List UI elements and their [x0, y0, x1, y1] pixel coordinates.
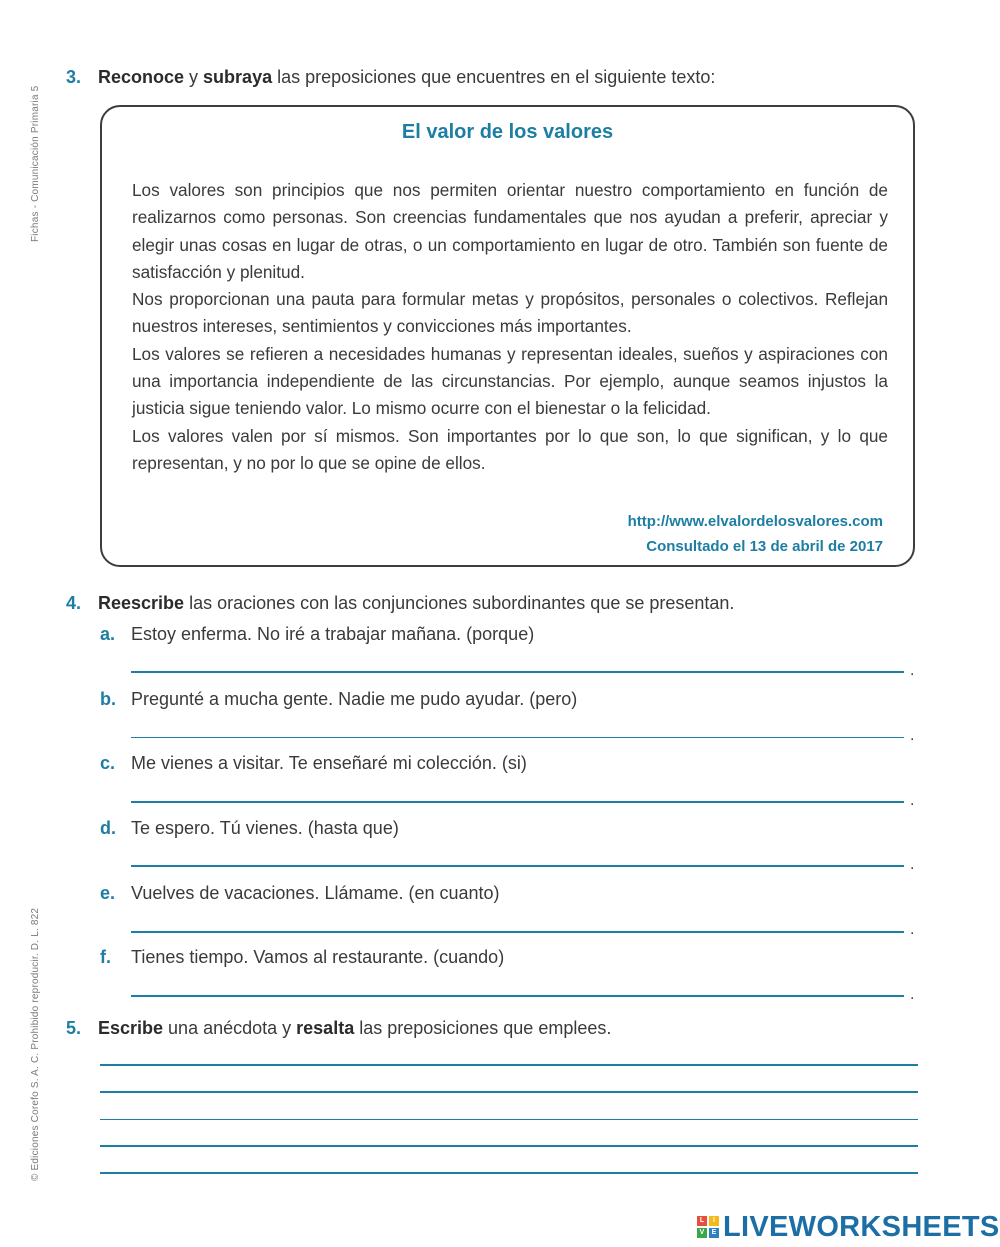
question-3-keyword-subraya: subraya: [203, 67, 273, 87]
reading-source: [628, 509, 883, 559]
question-5-number: 5.: [66, 1018, 82, 1038]
answer-line-d[interactable]: [131, 865, 904, 867]
question-4-instruction: [66, 592, 734, 614]
question-4-number: 4.: [66, 593, 82, 613]
writing-line-2[interactable]: [100, 1091, 918, 1093]
side-note-series: Fichas - Comunicación Primaria 5: [30, 85, 41, 242]
item-text: Estoy enferma. No iré a trabajar mañana. (porque): [131, 624, 535, 644]
answer-line-f[interactable]: [131, 995, 904, 997]
liveworksheets-logo-icon: [697, 1216, 719, 1238]
question-3-connector: y: [184, 67, 204, 87]
logo-block-v: V: [697, 1228, 707, 1238]
liveworksheets-logo: [697, 1210, 1000, 1244]
exercise-item-d: [100, 817, 399, 839]
writing-line-1[interactable]: [100, 1064, 918, 1066]
item-letter: f.: [100, 947, 111, 967]
exercise-item-a: [100, 623, 534, 645]
question-4-keyword-reescribe: Reescribe: [98, 593, 185, 613]
question-3-keyword-reconoce: Reconoce: [98, 67, 185, 87]
writing-line-3[interactable]: [100, 1119, 918, 1120]
question-3-number: 3.: [66, 67, 82, 87]
writing-line-4[interactable]: [100, 1145, 918, 1147]
line-end-period: .: [910, 856, 915, 873]
item-letter: e.: [100, 883, 116, 903]
line-end-period: .: [910, 727, 915, 744]
question-5-keyword-resalta: resalta: [296, 1018, 355, 1038]
exercise-item-f: [100, 946, 504, 968]
side-note-copyright: © Ediciones Corefo S. A. C. Prohibido reproducir. D. L. 822: [30, 907, 41, 1181]
line-end-period: .: [910, 792, 915, 809]
exercise-item-e: [100, 882, 500, 904]
question-5-keyword-escribe: Escribe: [98, 1018, 164, 1038]
line-end-period: .: [910, 986, 915, 1003]
item-text: Me vienes a visitar. Te enseñaré mi colección. (si): [131, 753, 527, 773]
reading-textbox: [100, 105, 915, 567]
source-date: Consultado el 13 de abril de 2017: [646, 538, 883, 555]
question-3-instruction: [66, 66, 715, 88]
exercise-item-c: [100, 752, 527, 774]
item-letter: c.: [100, 753, 116, 773]
logo-block-e: E: [709, 1228, 719, 1238]
logo-block-l: L: [697, 1216, 707, 1226]
answer-line-a[interactable]: [131, 671, 904, 673]
line-end-period: .: [910, 662, 915, 679]
item-letter: d.: [100, 818, 116, 838]
question-4-text: las oraciones con las conjunciones subordinantes que se presentan.: [184, 593, 735, 613]
exercise-item-b: [100, 688, 577, 710]
question-5-connector: una anécdota y: [163, 1018, 297, 1038]
reading-body[interactable]: [132, 177, 888, 477]
item-text: Tienes tiempo. Vamos al restaurante. (cuando): [131, 947, 505, 967]
logo-block-i: I: [709, 1216, 719, 1226]
reading-paragraph[interactable]: Nos proporcionan una pauta para formular metas y propósitos, personales o colectivos. Reflejan nuestros intereses, sentimientos y convicciones más importantes.: [132, 289, 888, 337]
answer-line-c[interactable]: [131, 801, 904, 803]
reading-paragraph[interactable]: Los valores se refieren a necesidades humanas y representan ideales, sueños y aspiraciones con una importancia independiente de las circunstancias. Por ejemplo, aunque seamos injustos la justicia sigue teniendo valor. Lo mismo ocurre con el bienestar o la felicidad.: [132, 343, 888, 419]
answer-line-e[interactable]: [131, 931, 904, 933]
question-5-text: las preposiciones que emplees.: [354, 1018, 612, 1038]
item-text: Vuelves de vacaciones. Llámame. (en cuanto): [131, 883, 500, 903]
reading-title: El valor de los valores: [401, 121, 614, 143]
writing-line-5[interactable]: [100, 1172, 918, 1174]
item-text: Pregunté a mucha gente. Nadie me pudo ayudar. (pero): [131, 689, 578, 709]
reading-paragraph[interactable]: Los valores valen por sí mismos. Son importantes por lo que son, lo que significan, y lo que representan, y no por lo que se opine de ellos.: [132, 425, 888, 473]
item-letter: a.: [100, 624, 116, 644]
line-end-period: .: [910, 921, 915, 938]
item-letter: b.: [100, 689, 116, 709]
question-3-text: las preposiciones que encuentres en el siguiente texto:: [272, 67, 716, 87]
source-url: http://www.elvalordelosvalores.com: [627, 513, 883, 530]
item-text: Te espero. Tú vienes. (hasta que): [131, 818, 399, 838]
reading-paragraph[interactable]: Los valores son principios que nos permiten orientar nuestro comportamiento en función de realizarnos como personas. Son creencias fundamentales que nos ayudan a preferir, apreciar y elegir unas cosas en lugar de otras, o un comportamiento en lugar de otro. También son fuente de satisfacción y plenitud.: [132, 180, 888, 282]
answer-line-b[interactable]: [131, 737, 904, 738]
liveworksheets-logo-text: LIVEWORKSHEETS: [723, 1210, 1000, 1243]
question-5-instruction: [66, 1017, 611, 1039]
